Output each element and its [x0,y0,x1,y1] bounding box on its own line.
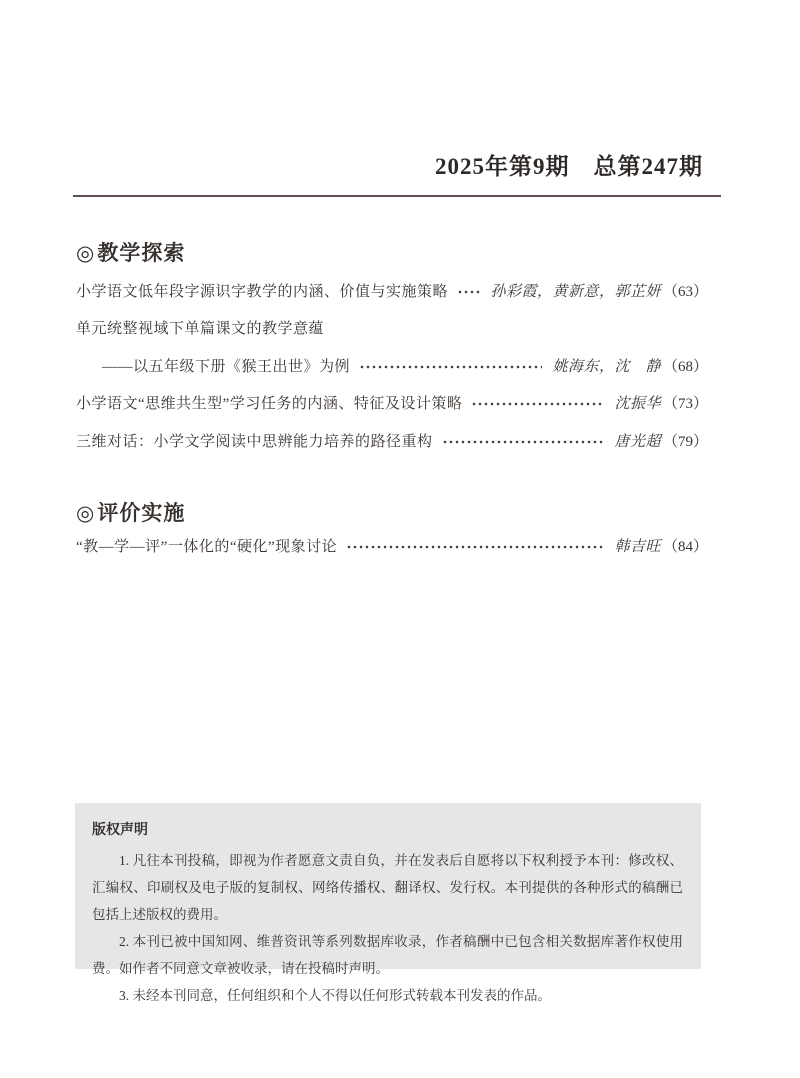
issue-info: 2025年第9期 总第247期 [435,154,703,179]
entry-page-number: （84） [662,539,708,555]
section-title-teaching-exploration [76,237,185,267]
copyright-paragraph: 3. 未经本刊同意，任何组织和个人不得以任何形式转载本刊发表的作品。 [119,988,551,1003]
leader-dots [458,289,480,295]
entry-title: 三维对话：小学文学阅读中思辨能力培养的路径重构 [76,434,433,450]
entry-authors: 姚海东，沈 静 [552,359,661,375]
entry-page-number: （73） [662,396,708,412]
entry-page-number: （68） [662,359,708,375]
toc-entry [76,431,708,453]
toc-entry [76,281,708,303]
section-title-label: 评价实施 [97,502,186,525]
entry-subtitle: ——以五年级下册《猴王出世》为例 [102,359,351,375]
entry-authors: 孙彩霞，黄新意，郭芷妍 [490,284,661,300]
entry-title: 小学语文低年段字源识字教学的内涵、价值与实施策略 [76,284,449,300]
section-title-evaluation-implementation [76,497,185,527]
leader-dots [443,439,605,445]
section-title-label: 教学探索 [97,242,186,265]
entry-authors: 沈振华 [614,396,661,412]
entry-title: “教—学—评”一体化的“硬化”现象讨论 [76,539,338,555]
toc-entry [76,393,708,415]
entry-page-number: （63） [662,284,708,300]
toc-entry [76,318,708,340]
toc-entry [76,536,708,558]
entry-authors: 唐光超 [614,434,661,450]
copyright-paragraph: 1. 凡往本刊投稿，即视为作者愿意文责自负，并在发表后自愿将以下权利授予本刊：修改权、汇编权、印刷权及电子版的复制权、网络传播权、翻译权、发行权。本刊提供的各种形式的稿酬已包括上述版权的费用。 [92,853,683,922]
section-marker-icon: ◎ [76,502,96,525]
toc-entry-subtitle [76,356,708,378]
copyright-paragraph: 2. 本刊已被中国知网、维普资讯等系列数据库收录，作者稿酬中已包含相关数据库著作权使用费。如作者不同意文章被收录，请在投稿时声明。 [92,934,683,976]
entry-authors: 韩吉旺 [614,539,661,555]
section-marker-icon: ◎ [76,242,96,265]
copyright-notice-box [75,803,701,1003]
copyright-title: 版权声明 [92,821,148,837]
entry-title: 单元统整视域下单篇课文的教学意蕴 [76,321,325,337]
entry-page-number: （79） [662,434,708,450]
header-divider [73,195,721,197]
leader-dots [347,544,604,550]
entry-title: 小学语文“思维共生型”学习任务的内涵、特征及设计策略 [76,396,463,412]
leader-dots [360,364,542,370]
leader-dots [472,401,604,407]
